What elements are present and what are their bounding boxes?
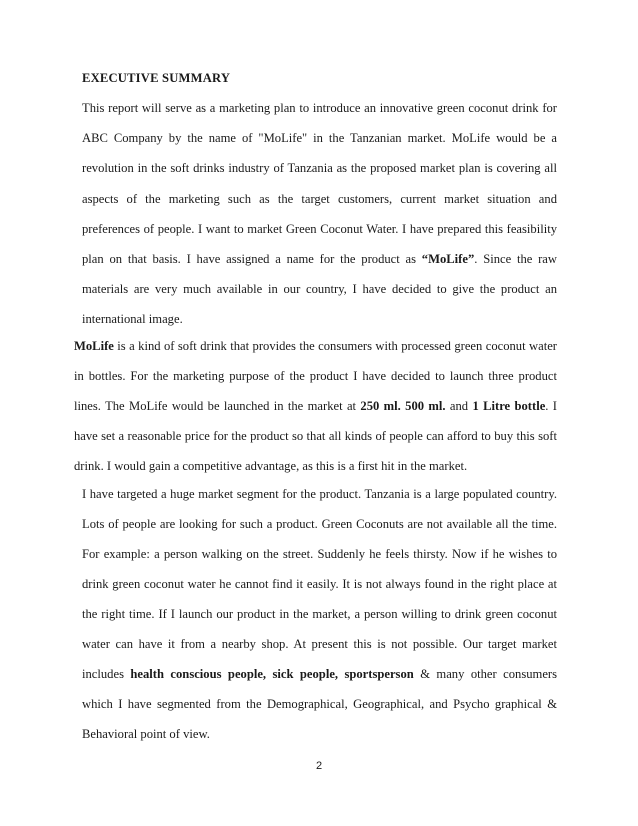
bottle-sizes-bold: 250 ml. 500 ml. [360,399,446,413]
paragraph-2-line-1 [74,338,557,354]
paragraph-1-line-2: ABC Company by the name of "MoLife" in the Tanzanian market. MoLife would be a [82,131,557,145]
paragraph-3-line-6: water can have it from a nearby shop. At present this is not possible. Our target market [82,637,557,651]
text-run: . I [545,399,557,413]
text-run: lines. The MoLife would be launched in the market at [74,399,361,413]
text-run: & many other consumers [413,667,557,681]
brand-bold: MoLife [74,339,114,353]
paragraph-2-line-2: in bottles. For the marketing purpose of the product I have decided to launch three product [74,369,557,383]
paragraph-3-line-5: the right time. If I launch our product in the market, a person willing to drink green coconut [82,607,557,621]
paragraph-1-line-5: preferences of people. I want to market Green Coconut Water. I have prepared this feasibility [82,222,557,236]
litre-bottle-bold: 1 Litre bottle [472,399,546,413]
paragraph-3-line-9: Behavioral point of view. [82,727,210,741]
paragraph-1-line-6 [82,251,557,267]
paragraph-3-line-2: Lots of people are looking for such a product. Green Coconuts are not available all the time. [82,517,557,531]
product-name-bold: “MoLife” [421,252,475,266]
text-run: includes [82,667,131,681]
segments-bold: health conscious people, sick people, sportsperson [130,667,414,681]
paragraph-3-line-4: drink green coconut water he cannot find it easily. It is not always found in the right place at [82,577,557,591]
page-number: 2 [315,760,323,772]
paragraph-1-line-3: revolution in the soft drinks industry of Tanzania as the proposed market plan is covering all [82,161,557,175]
paragraph-1-line-8: international image. [82,312,183,326]
section-title: EXECUTIVE SUMMARY [82,71,231,85]
text-run: and [445,399,473,413]
paragraph-2-line-5: drink. I would gain a competitive advantage, as this is a first hit in the market. [74,459,468,473]
paragraph-1-line-1: This report will serve as a marketing plan to introduce an innovative green coconut drink for [82,101,557,115]
paragraph-1-line-7: materials are very much available in our country, I have decided to give the product an [82,282,557,296]
paragraph-3-line-1: I have targeted a huge market segment for the product. Tanzania is a large populated country. [82,487,557,501]
paragraph-3-line-8: which I have segmented from the Demographical, Geographical, and Psycho graphical & [82,697,557,711]
text-run: plan on that basis. I have assigned a name for the product as [82,252,422,266]
text-run: is a kind of soft drink that provides the consumers with processed green coconut water [113,339,557,353]
paragraph-3-line-3: For example: a person walking on the street. Suddenly he feels thirsty. Now if he wishes to [82,547,557,561]
text-run: . Since the raw [474,252,557,266]
paragraph-1-line-4: aspects of the marketing such as the target customers, current market situation and [82,192,557,206]
paragraph-3-line-7 [82,666,557,682]
paragraph-2-line-3 [74,398,557,414]
paragraph-2-line-4: have set a reasonable price for the product so that all kinds of people can afford to buy this soft [74,429,557,443]
